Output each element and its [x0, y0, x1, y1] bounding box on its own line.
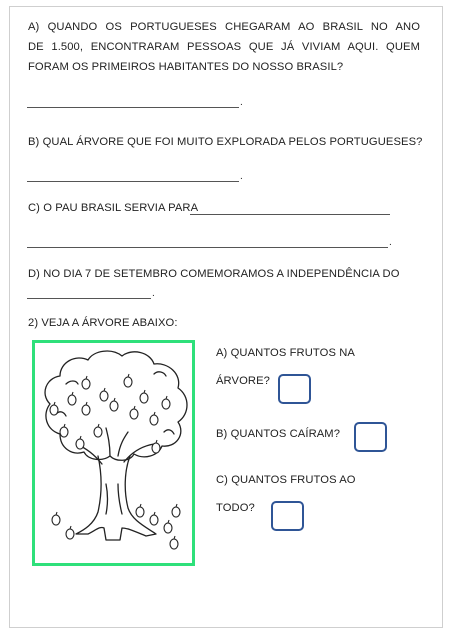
question-a-line3: FORAM OS PRIMEIROS HABITANTES DO NOSSO BRASIL? — [28, 61, 344, 73]
question-d: D) NO DIA 7 DE SETEMBRO COMEMORAMOS A INDEPENDÊNCIA DO — [28, 268, 400, 280]
apple-icon — [94, 424, 102, 437]
answer-line-a[interactable] — [27, 107, 239, 108]
apple-tree-illustration — [36, 344, 192, 562]
answer-line-d-end: . — [152, 288, 155, 299]
answer-line-b-end: . — [240, 171, 243, 182]
tree-question-a-line2: ÁRVORE? — [216, 375, 270, 387]
tree-trunk — [76, 456, 156, 540]
apple-icon — [82, 376, 90, 389]
question-c: C) O PAU BRASIL SERVIA PARA — [28, 202, 199, 214]
tree-question-b: B) QUANTOS CAÍRAM? — [216, 428, 341, 440]
question-b: B) QUAL ÁRVORE QUE FOI MUITO EXPLORADA PELOS PORTUGUESES? — [28, 136, 423, 148]
apple-icon — [124, 374, 132, 387]
apple-icon — [136, 504, 144, 517]
apple-icon — [164, 520, 172, 533]
tree-question-c-line2: TODO? — [216, 502, 255, 514]
answer-box-fallen-fruits[interactable] — [354, 422, 387, 452]
apple-icon — [110, 398, 118, 411]
answer-line-c-end: . — [389, 237, 392, 248]
answer-line-c-inline[interactable] — [190, 214, 390, 215]
apple-icon — [66, 526, 74, 539]
question-a-line2: DE 1.500, ENCONTRARAM PESSOAS QUE JÁ VIVIAM AQUI. QUEM — [28, 41, 420, 53]
apple-icon — [162, 396, 170, 409]
section-2-heading: 2) VEJA A ÁRVORE ABAIXO: — [28, 317, 178, 329]
apple-icon — [130, 406, 138, 419]
answer-line-d[interactable] — [27, 298, 151, 299]
apple-icon — [152, 440, 160, 453]
answer-line-b[interactable] — [27, 181, 239, 182]
apple-icon — [50, 402, 58, 415]
apple-icon — [52, 512, 60, 525]
apple-icon — [68, 392, 76, 405]
apple-icon — [150, 412, 158, 425]
apple-icon — [76, 436, 84, 449]
answer-line-c[interactable] — [27, 247, 388, 248]
apple-icon — [172, 504, 180, 517]
answer-box-fruits-on-tree[interactable] — [278, 374, 311, 404]
question-a-line1: A) QUANDO OS PORTUGUESES CHEGARAM AO BRASIL NO ANO — [28, 21, 420, 33]
tree-question-a-line1: A) QUANTOS FRUTOS NA — [216, 347, 355, 359]
apple-icon — [60, 424, 68, 437]
apple-icon — [170, 536, 178, 549]
apple-icon — [100, 388, 108, 401]
tree-question-c-line1: C) QUANTOS FRUTOS AO — [216, 474, 356, 486]
answer-box-total-fruits[interactable] — [271, 501, 304, 531]
answer-line-a-end: . — [240, 97, 243, 108]
apple-icon — [150, 512, 158, 525]
apple-icon — [140, 390, 148, 403]
apple-icon — [82, 402, 90, 415]
